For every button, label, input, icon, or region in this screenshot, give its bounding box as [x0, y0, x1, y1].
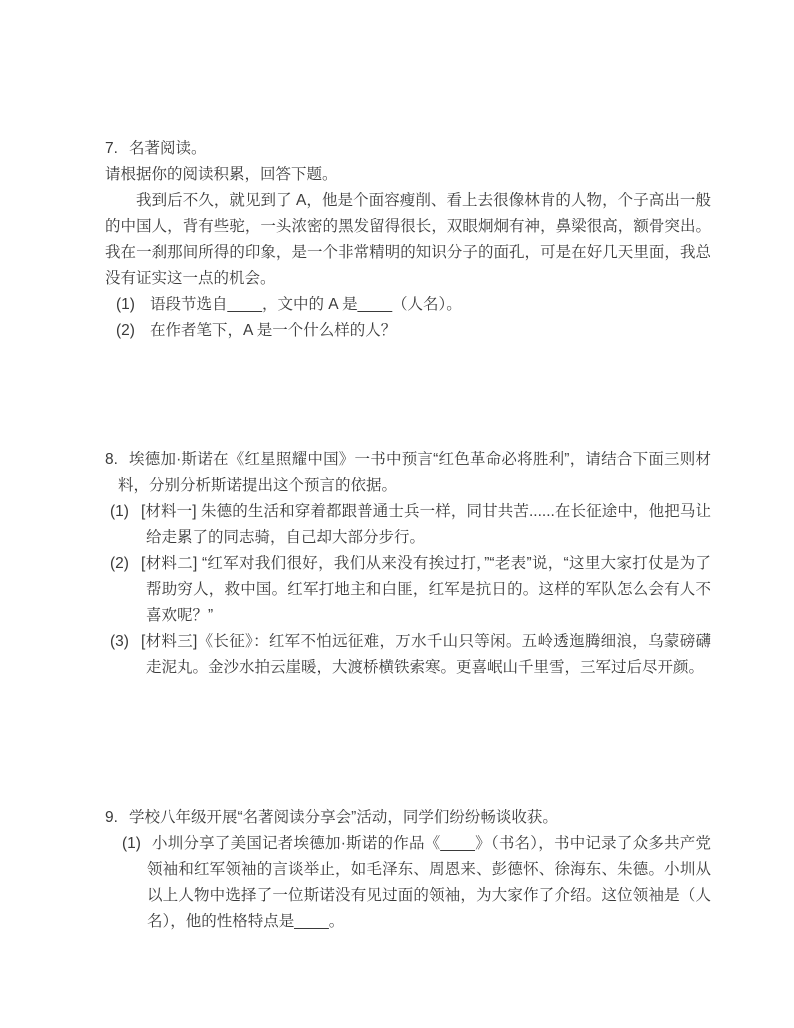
- subquestion-8-2: [105, 551, 711, 629]
- subquestion-8-2-text: [材料二] “红军对我们很好，我们从来没有挨过打，”“老表”说，“这里大家打仗是为了帮助穷人，救中国。红军打地主和白匪，红军是抗日的。这样的军队怎么会有人不喜欢呢？”: [141, 555, 711, 624]
- question-7: [105, 136, 711, 344]
- subquestion-8-1: [105, 499, 711, 551]
- subquestion-7-1-label: (1): [116, 296, 135, 313]
- subquestion-8-3-text: [材料三]《长征》：红军不怕远征难，万水千山只等闲。五岭透迤腾细浪，乌蒙磅礴走泥丸。金沙水拍云崖暖，大渡桥横铁索寒。更喜岷山千里雪，三军过后尽开颜。: [141, 633, 711, 676]
- subquestion-8-1-text: [材料一] 朱德的生活和穿着都跟普通士兵一样，同甘共苦......在长征途中，他把马让给走累了的同志骑，自己却大部分步行。: [141, 503, 711, 546]
- question-9: [105, 805, 711, 935]
- question-8-number: 8.: [105, 451, 118, 468]
- question-8-stem-wrap: [105, 447, 711, 499]
- question-9-stem: 学校八年级开展“名著阅读分享会”活动，同学们纷纷畅谈收获。: [129, 809, 558, 826]
- subquestion-8-1-label: (1): [110, 503, 129, 520]
- subquestion-8-3: [105, 629, 711, 681]
- subquestion-8-3-label: (3): [110, 633, 129, 650]
- subquestion-9-1-label: (1): [122, 835, 141, 852]
- subquestion-8-2-label: (2): [110, 555, 129, 572]
- subquestion-9-1: [105, 831, 711, 935]
- question-7-number: 7.: [105, 140, 118, 157]
- question-7-title: 名著阅读。: [129, 140, 207, 157]
- question-7-intro: 请根据你的阅读积累，回答下题。: [105, 166, 338, 183]
- subquestion-7-1: [105, 292, 711, 318]
- subquestion-9-1-text: 小圳分享了美国记者埃德加·斯诺的作品《____》（书名），书中记录了众多共产党领袖和红军领袖的言谈举止，如毛泽东、周恩来、彭德怀、徐海东、朱德。小圳从以上人物中选择了一位斯诺没有见过面的领袖，为大家作了介绍。这位领袖是（人名），他的性格特点是____。: [147, 835, 711, 930]
- question-8-stem: 埃德加·斯诺在《红星照耀中国》一书中预言“红色革命必将胜利”，请结合下面三则材料，分别分析斯诺提出这个预言的依据。: [118, 451, 711, 494]
- question-7-reading-passage: 我到后不久，就见到了 A，他是个面容瘦削、看上去很像林肯的人物，个子高出一般的中国人，背有些驼，一头浓密的黑发留得很长，双眼炯炯有神，鼻梁很高，额骨突出。我在一刹那间所得的印象，是一个非常精明的知识分子的面孔，可是在好几天里面，我总没有证实这一点的机会。: [105, 192, 711, 287]
- question-9-stem-wrap: [105, 805, 711, 831]
- question-7-heading: [105, 136, 711, 162]
- subquestion-7-1-text: 语段节选自____，文中的 A 是____（人名）。: [150, 296, 462, 313]
- question-9-number: 9.: [105, 809, 118, 826]
- subquestion-7-2: [105, 318, 711, 344]
- subquestion-7-2-text: 在作者笔下，A 是一个什么样的人？: [150, 322, 397, 339]
- question-8: [105, 447, 711, 681]
- subquestion-7-2-label: (2): [116, 322, 135, 339]
